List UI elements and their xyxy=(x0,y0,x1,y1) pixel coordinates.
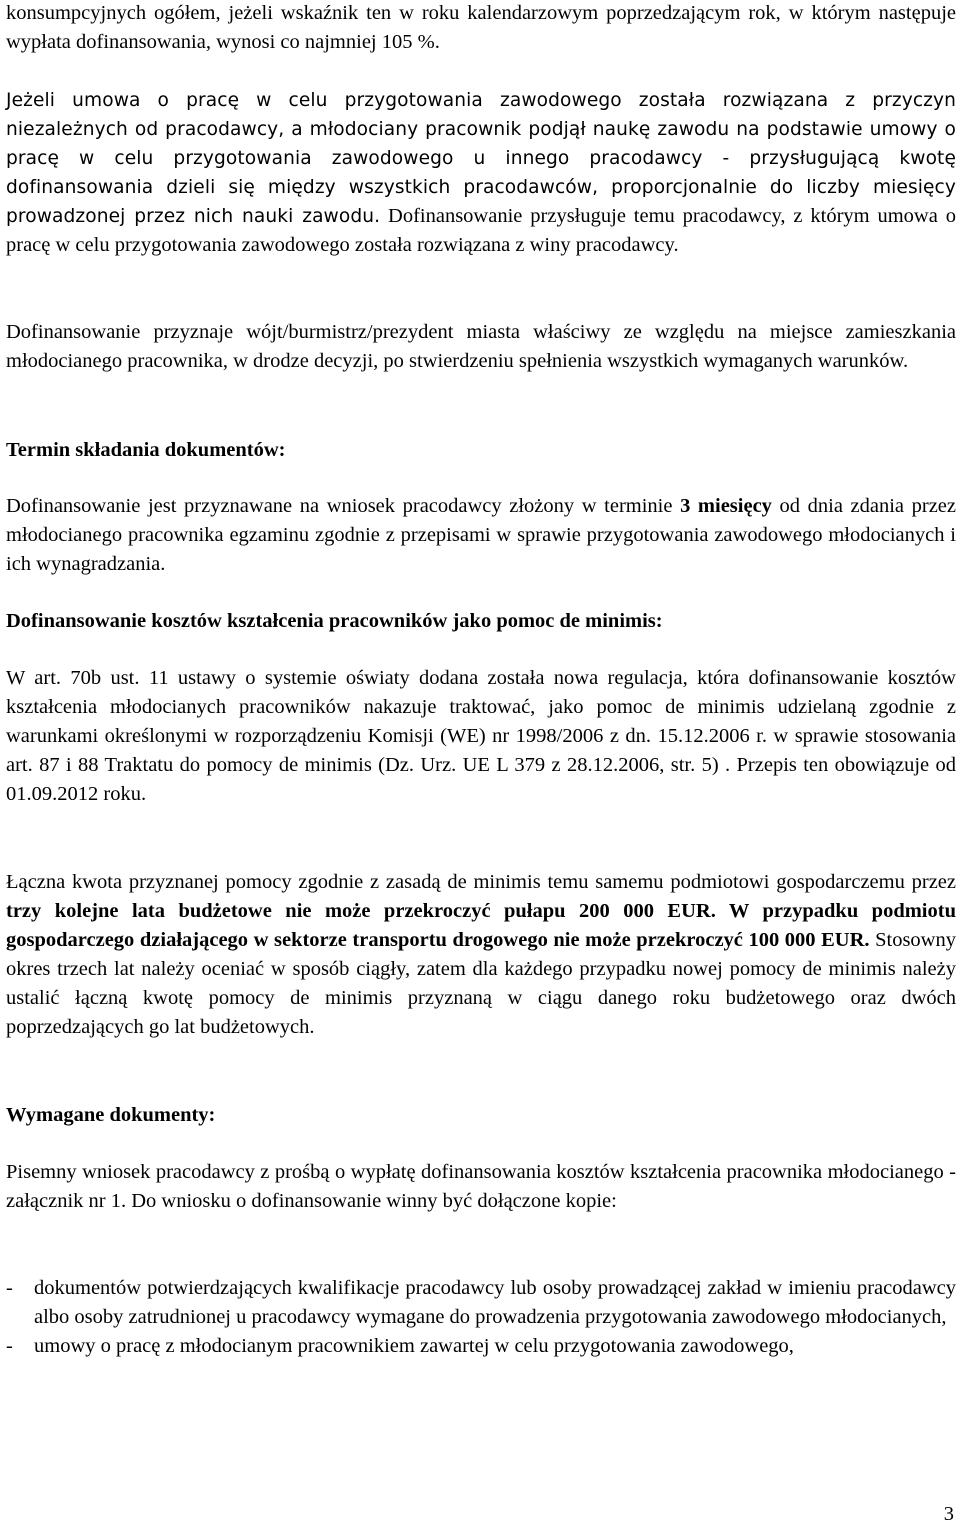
text-run: Dofinansowanie przyznaje wójt/burmistrz/prezydent miasta właściwy ze względu na miejsce zamieszkania młodocianego pracownika, w drodze decyzji, po stwierdzeniu spełnienia wszystkich wymaganych warunków. xyxy=(6,321,956,372)
kwota-paragraph xyxy=(6,868,956,1042)
deminimis-heading: Dofinansowanie kosztów kształcenia pracowników jako pomoc de minimis: xyxy=(6,610,663,632)
list-item xyxy=(6,1332,956,1361)
text-run: Jeżeli umowa o pracę w celu przygotowania zawodowego została rozwiązana z przyczyn niezależnych od pracodawcy, a młodociany pracownik podjął naukę zawodu na podstawie umowy o pracę w celu przygotowania zawodowego u innego pracodawcy - przysługującą kwotę dofinansowania dzieli się między wszystkich pracodawców, proporcjonalnie do liczby miesięcy prowadzonej przez nich nauki zawodu. xyxy=(6,90,956,227)
ustawa-paragraph xyxy=(6,664,956,809)
przyznaje-paragraph xyxy=(6,318,956,376)
text-run: Dofinansowanie przysługuje temu pracodawcy, z którym umowa o pracę w celu przygotowania zawodowego została rozwiązana z winy pracodawcy. xyxy=(6,205,956,256)
termin-heading: Termin składania dokumentów: xyxy=(6,439,286,461)
list-dash: - xyxy=(6,1335,13,1357)
documents-list xyxy=(6,1274,956,1361)
wymagane-heading: Wymagane dokumenty: xyxy=(6,1104,216,1126)
text-run: Pisemny wniosek pracodawcy z prośbą o wypłatę dofinansowania kosztów kształcenia pracownika młodocianego - załącznik nr 1. Do wniosku o dofinansowanie winny być dołączone kopie: xyxy=(6,1161,956,1212)
rozwiazanie-paragraph xyxy=(6,86,956,260)
list-item xyxy=(6,1274,956,1332)
text-run: 3 miesięcy xyxy=(680,495,772,517)
wniosek-paragraph xyxy=(6,1158,956,1216)
termin-paragraph xyxy=(6,492,956,579)
text-run: konsumpcyjnych ogółem, jeżeli wskaźnik ten w roku kalendarzowym poprzedzającym rok, w którym następuje wypłata dofinansowania, wynosi co najmniej 105 %. xyxy=(6,2,956,53)
list-dash: - xyxy=(6,1277,13,1299)
text-run: od dnia zdania przez młodocianego pracownika egzaminu zgodnie z przepisami w sprawie przygotowania zawodowego młodocianych i ich wynagradzania. xyxy=(6,495,956,575)
text-run: Dofinansowanie jest przyznawane na wniosek pracodawcy złożony w terminie xyxy=(6,495,681,517)
text-run: Stosowny okres trzech lat należy oceniać w sposób ciągły, zatem dla każdego przypadku nowej pomocy de minimis należy ustalić łączną kwotę pomocy de minimis przyznaną w ciągu danego roku budżetowego oraz dwóch poprzedzających go lat budżetowych. xyxy=(6,929,956,1038)
text-run: trzy kolejne lata budżetowe nie może przekroczyć pułapu 200 000 EUR. W przypadku podmiotu gospodarczego działającego w sektorze transportu drogowego nie może przekroczyć 100 000 EUR. xyxy=(6,900,956,951)
text-run: Łączna kwota przyznanej pomocy zgodnie z zasadą de minimis temu samemu podmiotowi gospodarczemu przez xyxy=(6,871,956,893)
list-item-text: dokumentów potwierdzających kwalifikacje pracodawcy lub osoby prowadzącej zakład w imieniu pracodawcy albo osoby zatrudnionej u pracodawcy wymagane do prowadzenia przygotowania zawodowego młodocianych, xyxy=(34,1277,956,1328)
text-run: W art. 70b ust. 11 ustawy o systemie oświaty dodana została nowa regulacja, która dofinansowanie kosztów kształcenia młodocianych pracowników nakazuje traktować, jako pomoc de minimis udzielaną zgodnie z warunkami określonymi w rozporządzeniu Komisji (WE) nr 1998/2006 z dn. 15.12.2006 r. w sprawie stosowania art. 87 i 88 Traktatu do pomocy de minimis (Dz. Urz. UE L 379 z 28.12.2006, str. 5) . Przepis ten obowiązuje od 01.09.2012 roku. xyxy=(6,667,956,805)
page-number: 3 xyxy=(943,1503,954,1525)
top-paragraph xyxy=(6,0,956,57)
list-item-text: umowy o pracę z młodocianym pracownikiem zawartej w celu przygotowania zawodowego, xyxy=(34,1335,794,1357)
